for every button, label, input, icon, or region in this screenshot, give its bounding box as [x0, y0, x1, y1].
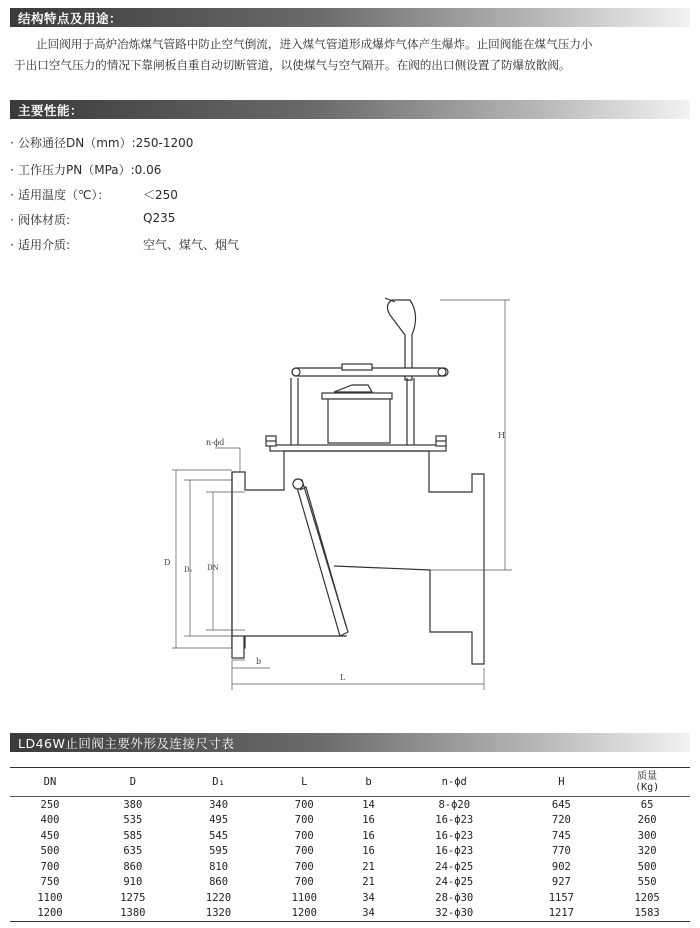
- table-cell: 250: [40, 798, 60, 811]
- table-cell: 65: [640, 798, 654, 811]
- table-row: [10, 844, 690, 860]
- spec-item: · 公称通径DN（mm）:250-1200: [10, 136, 194, 150]
- section-header-dimensions: [10, 733, 690, 752]
- col-header: D: [90, 768, 176, 797]
- table-cell: 495: [209, 814, 229, 827]
- table-cell: 450: [40, 829, 60, 842]
- table-cell: 500: [637, 860, 657, 873]
- table-cell: 16: [362, 829, 375, 842]
- table-cell: 16: [362, 845, 375, 858]
- table-cell: 700: [294, 829, 314, 842]
- table-cell: 700: [294, 814, 314, 827]
- table-cell: 645: [551, 798, 571, 811]
- paragraph-line: 于出口空气压力的情况下靠闸板自重自动切断管道，以使煤气与空气隔开。在阀的出口侧设置了防爆放散阀。: [14, 58, 571, 72]
- table-cell: 810: [209, 860, 229, 873]
- table-row: [10, 828, 690, 844]
- table-row: [10, 797, 690, 813]
- table-cell: 21: [362, 876, 375, 889]
- label-b: b: [256, 657, 262, 666]
- table-cell: 32-ϕ30: [435, 907, 474, 920]
- table-cell: 16: [362, 814, 375, 827]
- table-cell: 902: [551, 860, 571, 873]
- table-cell: 1205: [634, 891, 660, 904]
- dimensions-table: [10, 767, 690, 922]
- col-header: D₁: [176, 768, 262, 797]
- col-header-unit: (Kg): [635, 782, 660, 793]
- table-row: [10, 813, 690, 829]
- table-cell: 500: [40, 845, 60, 858]
- table-cell: 595: [209, 845, 229, 858]
- table-cell: 300: [637, 829, 657, 842]
- spec-item: · 适用介质: 空气、煤气、烟气: [10, 238, 240, 252]
- table-cell: 535: [123, 814, 143, 827]
- section-title: LD46W止回阀主要外形及连接尺寸表: [18, 736, 235, 751]
- table-cell: 340: [209, 798, 229, 811]
- spec-value: Q235: [143, 211, 176, 225]
- paragraph-line: 止回阀用于高炉冶炼煤气管路中防止空气倒流，进入煤气管道形成爆炸气体产生爆炸。止回阀能在煤气压力小: [36, 37, 593, 51]
- label-L: L: [340, 673, 346, 682]
- table-cell: 545: [209, 829, 229, 842]
- table-cell: 1320: [205, 907, 232, 920]
- table-header-row: [10, 768, 690, 797]
- table-cell: 720: [551, 814, 571, 827]
- table-cell: 380: [123, 798, 143, 811]
- spec-value: ＜250: [143, 188, 178, 202]
- table-cell: 1217: [548, 907, 575, 920]
- section-header-features: [10, 8, 690, 27]
- table-cell: 14: [362, 798, 375, 811]
- table-cell: 16-ϕ23: [435, 845, 474, 858]
- spec-label: 阀体材质:: [18, 213, 71, 227]
- table-cell: 1200: [291, 907, 317, 920]
- check-valve-drawing: [150, 288, 550, 698]
- table-cell: 16-ϕ23: [435, 814, 474, 827]
- table-cell: 860: [123, 860, 143, 873]
- spec-value: 空气、煤气、烟气: [143, 238, 240, 252]
- table-cell: 700: [294, 845, 314, 858]
- table-cell: 770: [551, 845, 571, 858]
- table-cell: 320: [637, 845, 657, 858]
- table-row: [10, 906, 690, 922]
- table-cell: 1200: [37, 907, 63, 920]
- table-cell: 1583: [634, 907, 660, 920]
- table-cell: 910: [123, 876, 143, 889]
- table-cell: 700: [294, 798, 314, 811]
- label-DN: DN: [207, 564, 219, 572]
- table-cell: 1220: [205, 891, 232, 904]
- spec-label: 适用介质:: [18, 238, 71, 252]
- col-header: b: [347, 768, 390, 797]
- table-cell: 34: [362, 891, 375, 904]
- label-nphid: n-ϕd: [206, 438, 225, 447]
- label-D1: D₁: [184, 566, 193, 574]
- table-row: [10, 875, 690, 891]
- table-cell: 260: [637, 814, 657, 827]
- table-cell: 745: [551, 829, 571, 842]
- table-cell: 24-ϕ25: [435, 876, 474, 889]
- table-cell: 550: [637, 876, 657, 889]
- table-cell: 1100: [37, 891, 63, 904]
- table-cell: 700: [294, 860, 314, 873]
- table-cell: 16-ϕ23: [435, 829, 474, 842]
- table-cell: 750: [40, 876, 60, 889]
- table-cell: 700: [294, 876, 314, 889]
- table-cell: 860: [209, 876, 229, 889]
- section-title: 主要性能：: [18, 103, 84, 118]
- table-cell: 585: [123, 829, 143, 842]
- label-D: D: [164, 558, 171, 567]
- col-header: H: [519, 768, 605, 797]
- table-cell: 8-ϕ20: [438, 798, 471, 811]
- table-cell: 1275: [120, 891, 146, 904]
- col-header: n-ϕd: [390, 768, 519, 797]
- col-header: [604, 768, 690, 797]
- features-paragraph: [14, 34, 686, 76]
- spec-item: · 适用温度（℃）： ＜250: [10, 188, 178, 202]
- label-H: H: [498, 431, 505, 440]
- spec-label: 适用温度（℃）：: [18, 188, 110, 202]
- table-cell: 927: [551, 876, 571, 889]
- table-cell: 700: [40, 860, 60, 873]
- table-cell: 1100: [291, 891, 317, 904]
- spec-item: · 阀体材质: Q235: [10, 211, 176, 227]
- spec-label: 工作压力PN（MPa）:0.06: [18, 163, 162, 177]
- table-cell: 21: [362, 860, 375, 873]
- table-cell: 1157: [548, 891, 575, 904]
- table-cell: 28-ϕ30: [435, 891, 474, 904]
- table-row: [10, 890, 690, 906]
- table-cell: 400: [40, 814, 60, 827]
- section-title: 结构特点及用途：: [18, 11, 123, 26]
- col-header: L: [261, 768, 347, 797]
- table-row: [10, 859, 690, 875]
- table-cell: 1380: [120, 907, 146, 920]
- table-cell: 34: [362, 907, 375, 920]
- table-cell: 635: [123, 845, 143, 858]
- spec-item: · 工作压力PN（MPa）:0.06: [10, 163, 162, 177]
- col-header-mass: 质量: [637, 771, 658, 782]
- spec-label: 公称通径DN（mm）:250-1200: [18, 136, 194, 150]
- col-header: DN: [10, 768, 90, 797]
- table-cell: 24-ϕ25: [435, 860, 474, 873]
- section-header-performance: [10, 100, 690, 119]
